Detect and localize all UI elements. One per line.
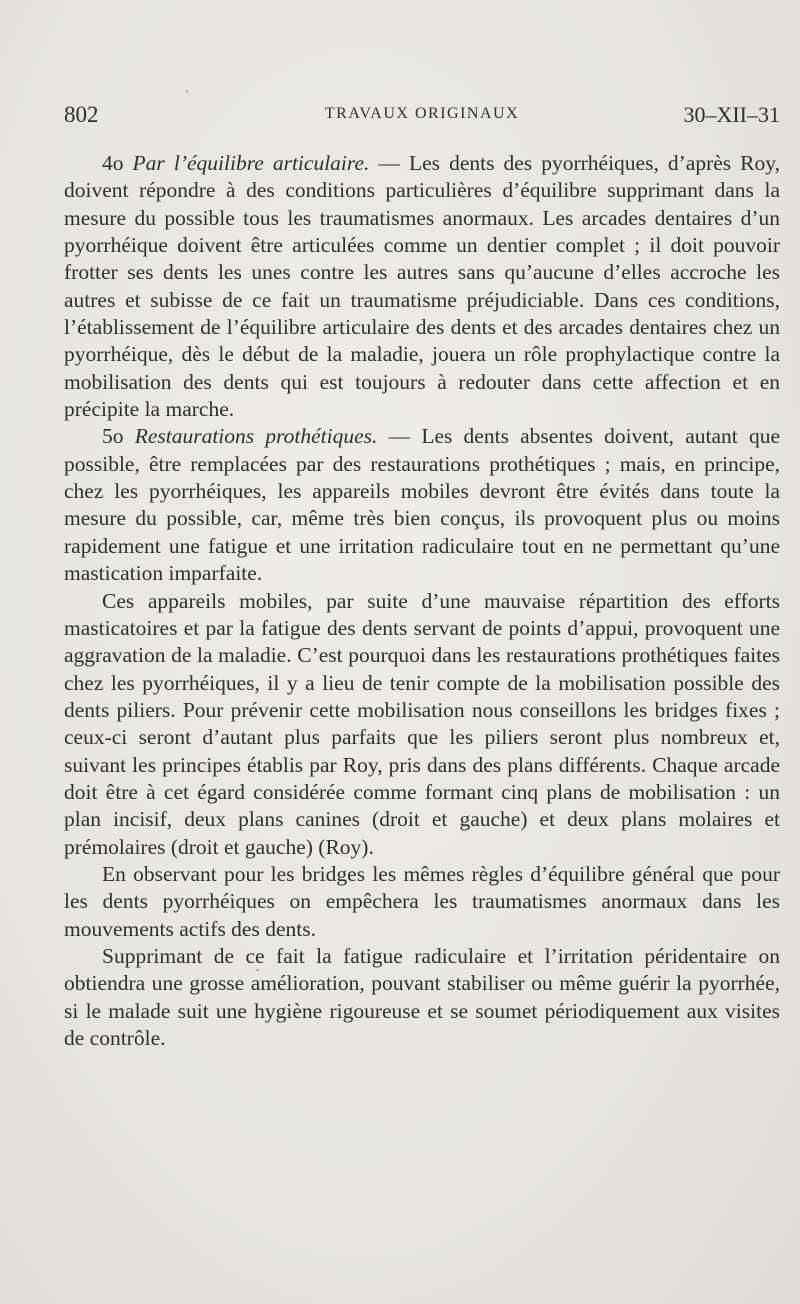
paragraph-text: — Les dents des pyorrhéiques, d’après Roy, doivent répondre à des conditions particulières d’équilibre supprimant dans la mesure du possible tous les traumatismes anormaux. Les arcades dentaires d’un pyorrhéique doivent être articulées comme un dentier complet ; il doit pouvoir frotter ses dents les unes contre les autres sans qu’aucune d’elles accroche les autres et subisse de ce fait un traumatisme préjudiciable. Dans ces conditions, l’établissement de l’équilibre articulaire des dents et des arcades dentaires chez un pyorrhéique, dès le début de la maladie, jouera un rôle prophylactique contre la mobilisation des dents qui est toujours à redouter dans cette affection et en précipite la marche. — [64, 151, 781, 422]
section-heading: Restaurations prothétiques. — [134, 424, 378, 449]
paper-speck — [256, 969, 259, 971]
paragraph-appareils-mobiles: Ces appareils mobiles, par suite d’une mauvaise répartition des efforts masticatoires et par la fatigue des dents servant de points d’appui, provoquent une aggravation de la maladie. C’est pourquoi dans les restaurations prothétiques faites chez les pyorrhéiques, il y a lieu de tenir compte de la mobilisation possible des dents piliers. Pour prévenir cette mobilisation nous conseillons les bridges fixes ; ceux-ci seront d’autant plus parfaits que les piliers seront plus nombreux et, suivant les principes établis par Roy, pris dans des plans différents. Chaque arcade doit être à cet égard considérée comme formant cinq plans de mobilisation : un plan incisif, deux plans canines (droit et gauche) et deux plans molaires et prémolaires (droit et gauche) (Roy). — [64, 588, 780, 859]
paragraph-bridges: En observant pour les bridges les mêmes règles d’équilibre général que pour les dents pyorrhéiques on empêchera les traumatismes anormaux dans les mouvements actifs des dents. — [64, 861, 780, 941]
journal-title: TRAVAUX ORIGINAUX — [324, 105, 520, 122]
article-body — [64, 150, 780, 1052]
issue-date: 30–XII–31 — [683, 102, 780, 127]
paragraph-restaurations-prothetiques — [64, 423, 780, 587]
paragraph-conclusion: Supprimant de ce fait la fatigue radiculaire et l’irritation péridentaire on obtiendra une grosse amélioration, pouvant stabiliser ou même guérir la pyorrhée, si le malade suit une hygiène rigoureuse et se soumet périodiquement aux visites de contrôle. — [64, 943, 780, 1050]
running-header — [64, 102, 780, 132]
paragraph-text: — Les dents absentes doivent, autant que possible, être remplacées par des restaurations prothétiques ; mais, en principe, chez les pyorrhéiques, les appareils mobiles devront être évités dans toute la mesure du possible, car, même très bien conçus, ils provoquent plus ou moins rapidement une fatigue et une irritation radiculaire tout en ne permettant qu’une mastication imparfaite. — [64, 424, 781, 586]
paper-speck — [186, 90, 188, 93]
section-number: 5o — [102, 424, 124, 449]
section-heading: Par l’équilibre articulaire. — [132, 151, 370, 175]
section-number: 4o — [102, 151, 124, 175]
page-number: 802 — [64, 102, 99, 127]
paragraph-equilibre-articulaire — [64, 150, 780, 423]
